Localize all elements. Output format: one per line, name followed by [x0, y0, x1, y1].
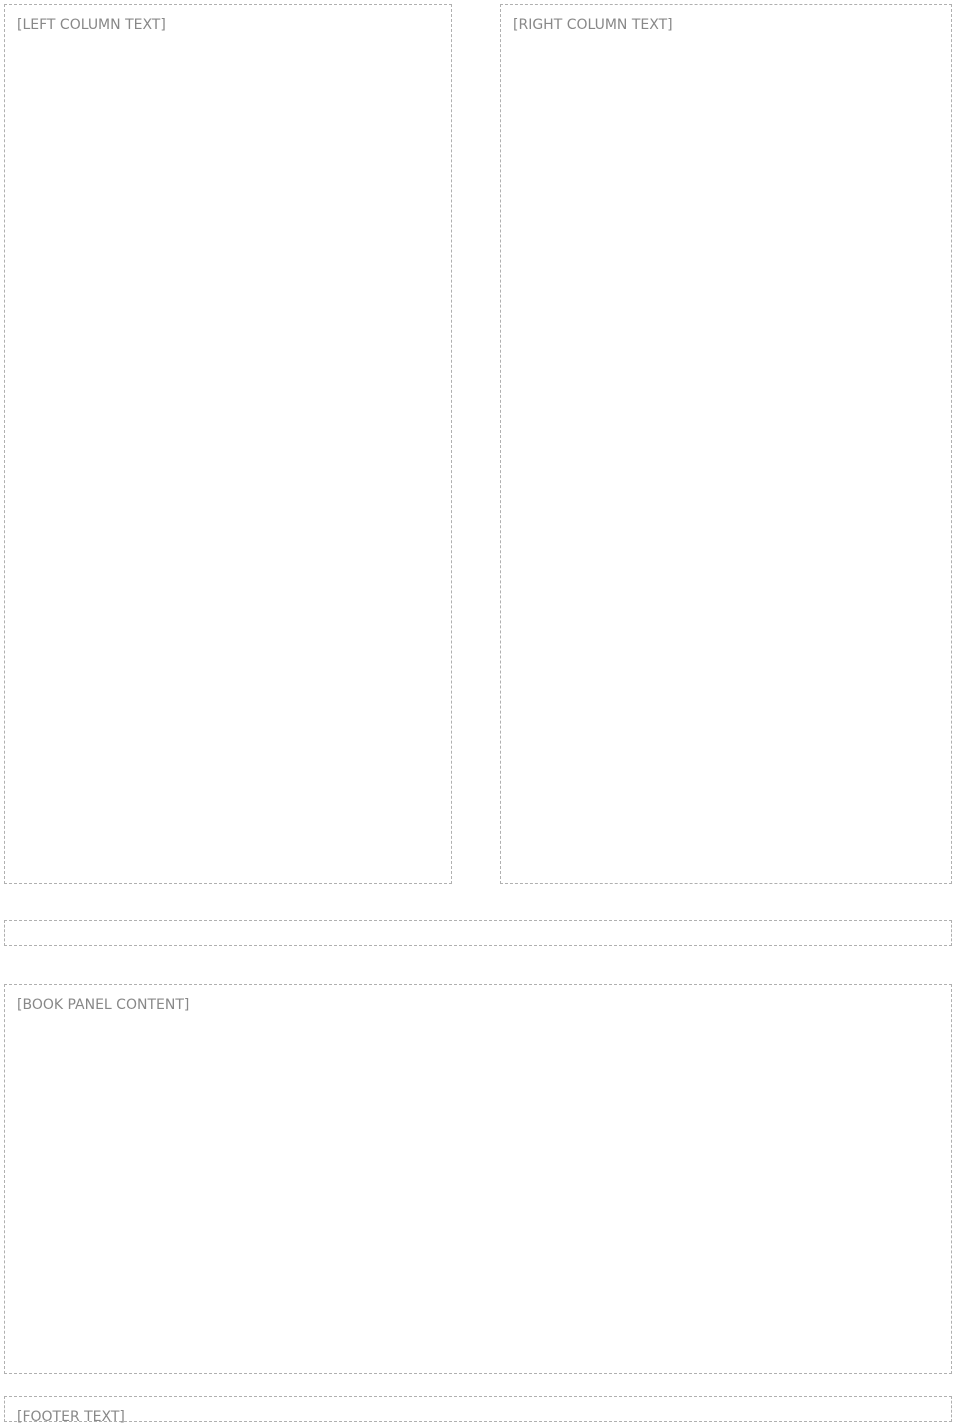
left-column — [4, 4, 452, 884]
divider-rule — [4, 920, 952, 946]
right-column — [500, 4, 952, 884]
right-column-placeholder: [RIGHT COLUMN TEXT] — [513, 17, 673, 33]
book-panel — [4, 984, 952, 1374]
left-column-placeholder: [LEFT COLUMN TEXT] — [17, 17, 166, 33]
footer-placeholder: [FOOTER TEXT] — [17, 1409, 125, 1425]
page-footer — [4, 1396, 952, 1425]
book-panel-placeholder: [BOOK PANEL CONTENT] — [17, 997, 190, 1013]
